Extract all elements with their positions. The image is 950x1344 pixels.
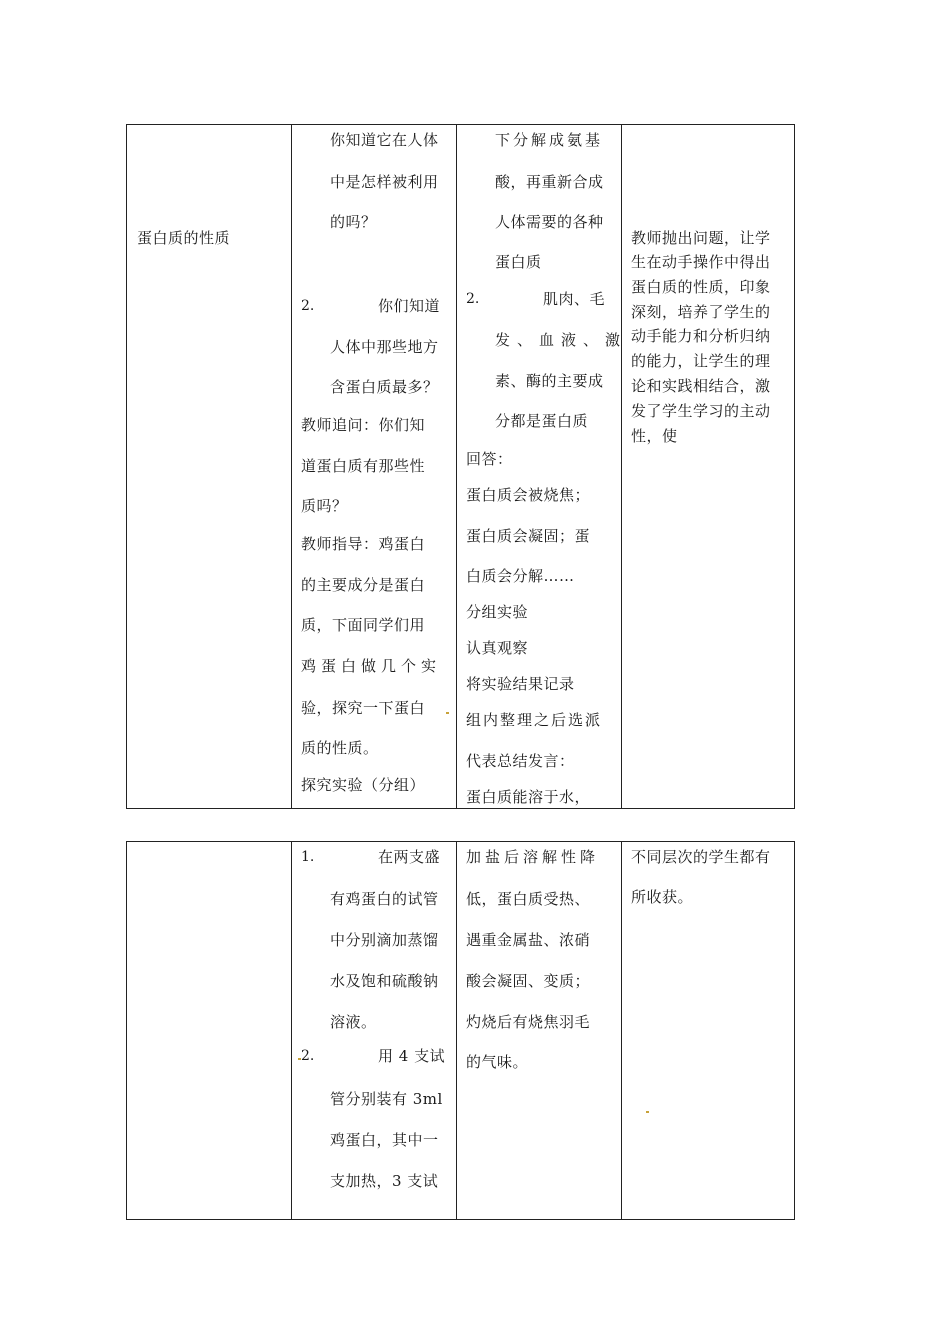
student-activity-line: 蛋白质会凝固；蛋 (466, 527, 591, 545)
column-divider (621, 842, 622, 1219)
student-activity-line: 将实验结果记录 (466, 675, 575, 693)
student-activity-line: 灼烧后有烧焦羽毛 (466, 1013, 591, 1031)
teacher-activity-line: 质，下面同学们用 (301, 616, 426, 634)
student-activity-line: 肌肉、毛 (543, 290, 606, 308)
teacher-activity-line: 水及饱和硫酸钠 (330, 972, 439, 990)
teacher-activity-line: 你知道它在人体 (330, 131, 439, 149)
teacher-activity-line: 道蛋白质有那些性 (301, 457, 426, 475)
student-activity-line: 回答： (466, 450, 513, 468)
list-number: 2. (301, 298, 315, 314)
teacher-activity-line: 探究实验（分组） (301, 776, 426, 794)
list-number: 1. (301, 849, 315, 865)
column-divider (291, 125, 292, 808)
student-activity-line: 蛋白质 (495, 253, 542, 271)
teacher-activity-line: 的吗？ (330, 213, 377, 231)
design-intent-line: 的能力，让学生的理 (631, 352, 771, 370)
teacher-activity-line: 教师指导：鸡蛋白 (301, 535, 426, 553)
design-intent-line: 发了学生学习的主动 (631, 402, 771, 420)
design-intent-line: 动手能力和分析归纳 (631, 327, 771, 345)
teacher-activity-line: 验，探究一下蛋白 (301, 699, 426, 717)
student-activity-line: 组内整理之后选派 (466, 711, 603, 729)
student-activity-line: 分组实验 (466, 603, 529, 621)
teacher-activity-line: 中是怎样被利用 (330, 173, 439, 191)
teacher-activity-line: 溶液。 (330, 1013, 377, 1031)
teacher-activity-line: 用 4 支试 (378, 1047, 446, 1065)
student-activity-line: 低，蛋白质受热、 (466, 890, 591, 908)
student-activity-line: 蛋白质能溶于水， (466, 788, 591, 806)
student-activity-line: 酸会凝固、变质； (466, 972, 591, 990)
student-activity-line: 下分解成氨基 (495, 131, 604, 149)
teacher-activity-line: 人体中那些地方 (330, 338, 439, 356)
student-activity-line: 白质会分解…… (466, 567, 575, 585)
column-divider (456, 125, 457, 808)
teacher-activity-line: 的主要成分是蛋白 (301, 576, 426, 594)
student-activity-line: 酸，再重新合成 (495, 173, 604, 191)
teacher-activity-line: 在两支盛 (378, 848, 441, 866)
student-activity-line: 分都是蛋白质 (495, 412, 589, 430)
design-intent-line: 深刻，培养了学生的 (631, 303, 771, 321)
student-activity-line: 遇重金属盐、浓硝 (466, 931, 591, 949)
design-intent-line: 教师抛出问题，让学 (631, 229, 771, 247)
design-intent-line: 性，使 (631, 427, 678, 445)
teacher-activity-line: 质的性质。 (301, 739, 379, 757)
teacher-activity-line: 教师追问：你们知 (301, 416, 426, 434)
teacher-activity-line: 你们知道 (378, 297, 441, 315)
teacher-activity-line: 含蛋白质最多？ (330, 378, 439, 396)
design-intent-line: 生在动手操作中得出 (631, 253, 771, 271)
teacher-activity-line: 有鸡蛋白的试管 (330, 890, 439, 908)
student-activity-line: 人体需要的各种 (495, 213, 604, 231)
lesson-table-1 (126, 124, 795, 809)
student-activity-line: 代表总结发言： (466, 752, 575, 770)
lesson-table-2 (126, 841, 795, 1220)
student-activity-line: 认真观察 (466, 639, 529, 657)
design-intent-line: 所收获。 (631, 888, 694, 906)
design-intent-line: 不同层次的学生都有 (631, 848, 771, 866)
teacher-activity-line: 支加热，3 支试 (330, 1172, 439, 1190)
column-divider (456, 842, 457, 1219)
teacher-activity-line: 管分别装有 3ml (330, 1090, 443, 1108)
student-activity-line: 发、血液、激 (495, 331, 628, 349)
list-number: 2. (301, 1048, 315, 1064)
design-intent-line: 论和实践相结合，激 (631, 377, 771, 395)
stray-mark (446, 712, 449, 714)
column-divider (291, 842, 292, 1219)
student-activity-line: 的气味。 (466, 1053, 529, 1071)
topic-cell: 蛋白质的性质 (137, 229, 231, 247)
student-activity-line: 蛋白质会被烧焦； (466, 486, 591, 504)
student-activity-line: 素、酶的主要成 (495, 372, 604, 390)
teacher-activity-line: 质吗？ (301, 497, 348, 515)
list-number: 2. (466, 291, 480, 307)
teacher-activity-line: 中分别滴加蒸馏 (330, 931, 439, 949)
teacher-activity-line: 鸡蛋白，其中一 (330, 1131, 439, 1149)
design-intent-line: 蛋白质的性质，印象 (631, 278, 771, 296)
column-divider (621, 125, 622, 808)
student-activity-line: 加盐后溶解性降 (466, 848, 600, 866)
teacher-activity-line: 鸡蛋白做几个实 (301, 657, 442, 675)
stray-mark (646, 1111, 649, 1113)
